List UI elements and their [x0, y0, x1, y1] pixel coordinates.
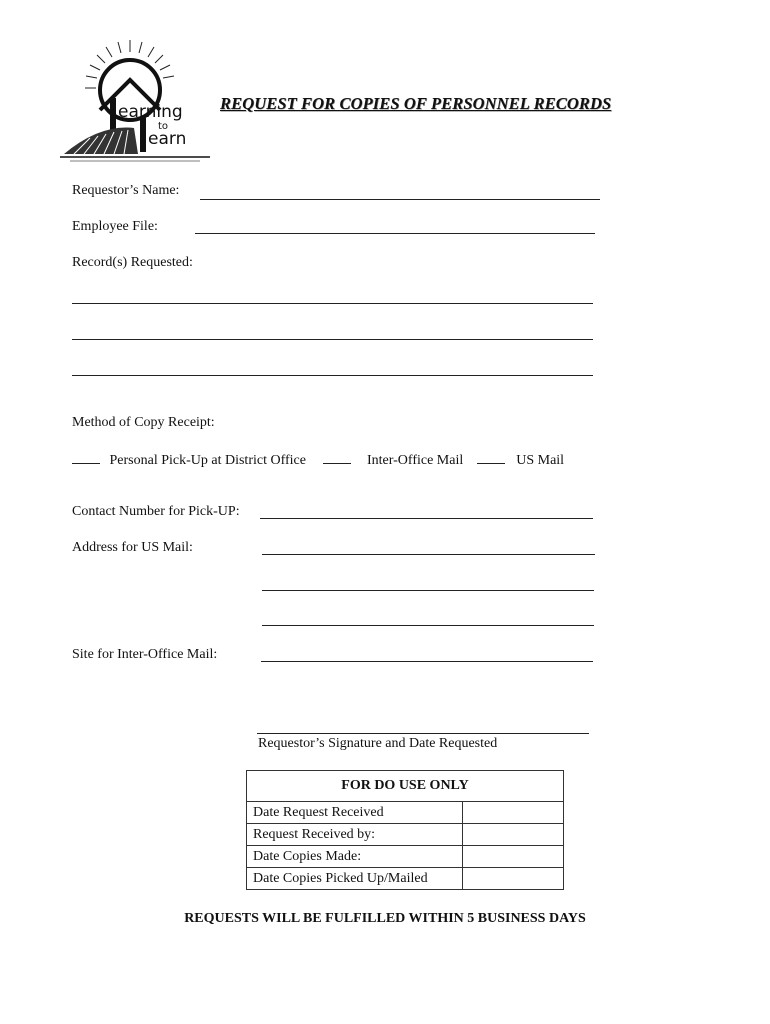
employee-file-field[interactable] — [195, 233, 595, 234]
interoffice-option-label: Inter-Office Mail — [366, 453, 464, 468]
interoffice-checkbox[interactable] — [323, 451, 351, 464]
site-interoffice-field[interactable] — [261, 661, 593, 662]
method-options — [72, 451, 564, 469]
address-us-mail-label: Address for US Mail: — [72, 540, 193, 555]
employee-file-label: Employee File: — [72, 219, 158, 234]
contact-number-field[interactable] — [260, 518, 593, 519]
office-use-header: FOR DO USE ONLY — [247, 771, 564, 802]
logo-text-learn: earn — [148, 129, 187, 149]
address-line-1[interactable] — [262, 554, 595, 555]
usmail-option-label: US Mail — [516, 453, 565, 468]
address-line-3[interactable] — [262, 625, 594, 626]
signature-field[interactable] — [257, 733, 589, 734]
table-row — [247, 868, 564, 890]
records-requested-line-2[interactable] — [72, 339, 593, 340]
table-row — [247, 802, 564, 824]
office-row-value[interactable] — [463, 802, 564, 824]
usmail-checkbox[interactable] — [477, 451, 505, 464]
requestor-name-label: Requestor’s Name: — [72, 183, 180, 198]
office-row-value[interactable] — [463, 846, 564, 868]
address-line-2[interactable] — [262, 590, 594, 591]
office-row-value[interactable] — [463, 824, 564, 846]
office-row-label: Date Copies Picked Up/Mailed — [247, 868, 463, 890]
table-row — [247, 846, 564, 868]
sun-house-icon — [60, 38, 212, 164]
form-title: REQUEST FOR COPIES OF PERSONNEL RECORDS — [220, 94, 612, 113]
fulfillment-notice: REQUESTS WILL BE FULFILLED WITHIN 5 BUSINESS DAYS — [184, 911, 586, 926]
logo-text-learning: earning — [118, 102, 183, 122]
records-requested-line-3[interactable] — [72, 375, 593, 376]
office-use-table — [246, 770, 564, 890]
contact-number-label: Contact Number for Pick-UP: — [72, 504, 240, 519]
office-row-label: Request Received by: — [247, 824, 463, 846]
learning-to-learn-logo — [60, 38, 212, 164]
office-row-label: Date Request Received — [247, 802, 463, 824]
pickup-option-label: Personal Pick-Up at District Office — [109, 453, 306, 468]
signature-label: Requestor’s Signature and Date Requested — [258, 736, 498, 751]
records-requested-label: Record(s) Requested: — [72, 255, 193, 270]
logo-text-to: to — [158, 121, 169, 132]
site-interoffice-label: Site for Inter-Office Mail: — [72, 647, 218, 662]
office-row-value[interactable] — [463, 868, 564, 890]
pickup-checkbox[interactable] — [72, 451, 100, 464]
records-requested-line-1[interactable] — [72, 303, 593, 304]
office-row-label: Date Copies Made: — [247, 846, 463, 868]
table-row — [247, 824, 564, 846]
requestor-name-field[interactable] — [200, 199, 600, 200]
method-of-receipt-label: Method of Copy Receipt: — [72, 415, 215, 430]
